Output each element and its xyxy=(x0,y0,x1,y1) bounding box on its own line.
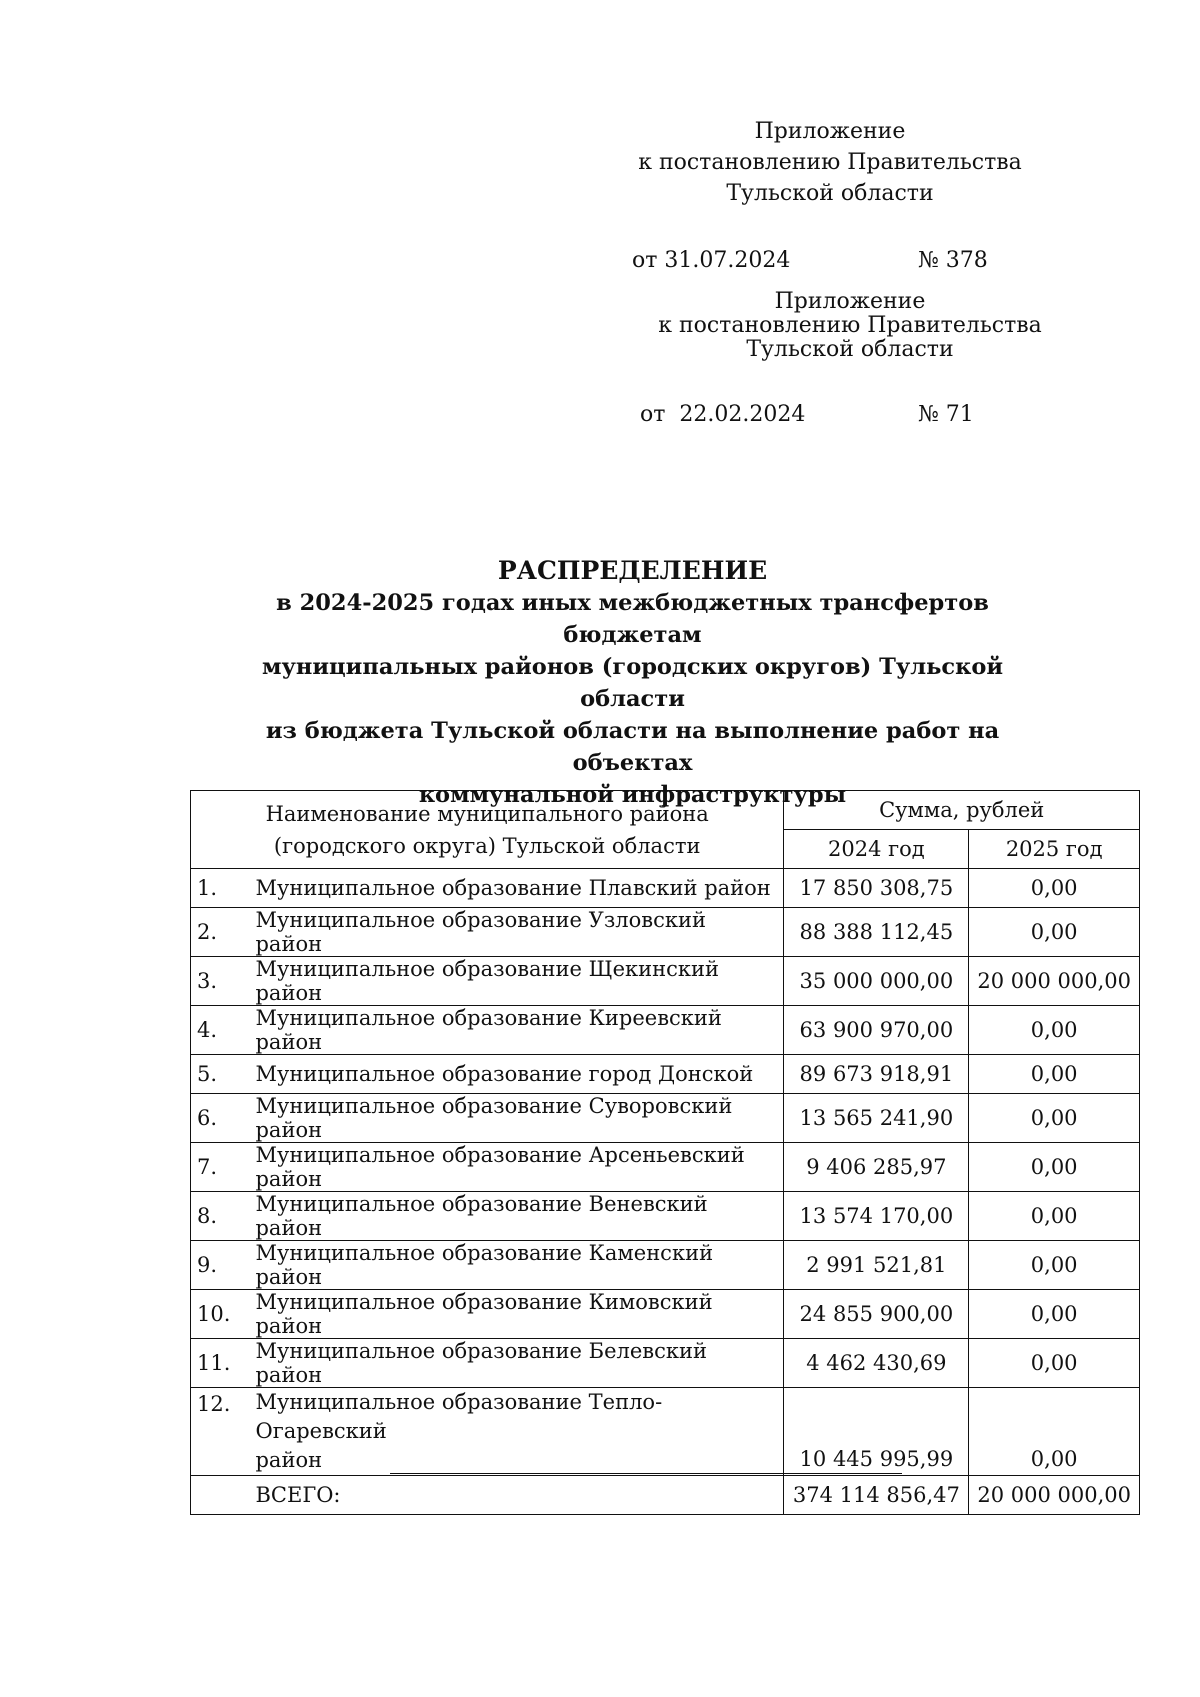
row-number: 7. xyxy=(191,1143,250,1192)
distribution-table xyxy=(190,790,1140,1515)
appendix-number: № 71 xyxy=(918,402,974,427)
table-row xyxy=(191,869,1140,908)
row-number: 5. xyxy=(191,1055,250,1094)
appendix-region: Тульской области xyxy=(746,337,954,362)
header-sum: Сумма, рублей xyxy=(784,791,1140,830)
total-row xyxy=(191,1476,1140,1515)
row-amount-2025: 0,00 xyxy=(969,908,1140,957)
row-amount-2024: 17 850 308,75 xyxy=(784,869,969,908)
title-main: РАСПРЕДЕЛЕНИЕ xyxy=(497,556,768,585)
appendix-label: Приложение xyxy=(754,119,906,144)
row-amount-2025: 0,00 xyxy=(969,1241,1140,1290)
total-amount-2024: 374 114 856,47 xyxy=(784,1476,969,1515)
row-amount-2024: 89 673 918,91 xyxy=(784,1055,969,1094)
table-row xyxy=(191,1388,1140,1476)
row-municipality: Муниципальное образование Киреевский район xyxy=(249,1006,783,1055)
row-amount-2025: 0,00 xyxy=(969,1055,1140,1094)
header-municipality: Наименование муниципального района (городского округа) Тульской области xyxy=(191,791,784,869)
row-municipality: Муниципальное образование Арсеньевский район xyxy=(249,1143,783,1192)
row-amount-2024: 13 574 170,00 xyxy=(784,1192,969,1241)
row-number: 9. xyxy=(191,1241,250,1290)
total-amount-2025: 20 000 000,00 xyxy=(969,1476,1140,1515)
row-amount-2025: 0,00 xyxy=(969,1094,1140,1143)
table-row xyxy=(191,1055,1140,1094)
table-row xyxy=(191,908,1140,957)
appendix-header-previous xyxy=(620,290,1080,362)
row-number: 10. xyxy=(191,1290,250,1339)
row-amount-2024: 24 855 900,00 xyxy=(784,1290,969,1339)
row-amount-2025: 0,00 xyxy=(969,1192,1140,1241)
row-municipality: Муниципальное образование Суворовский район xyxy=(249,1094,783,1143)
title-line: из бюджета Тульской области на выполнение работ на объектах xyxy=(265,718,1000,776)
table-row xyxy=(191,1192,1140,1241)
appendix-number: № 378 xyxy=(918,248,988,273)
row-number: 8. xyxy=(191,1192,250,1241)
appendix-date: от 31.07.2024 xyxy=(632,248,791,273)
row-municipality: Муниципальное образование Узловский район xyxy=(249,908,783,957)
table-row xyxy=(191,1143,1140,1192)
table-row xyxy=(191,1006,1140,1055)
appendix-resolution: к постановлению Правительства xyxy=(638,150,1022,175)
row-amount-2024: 9 406 285,97 xyxy=(784,1143,969,1192)
row-amount-2025: 0,00 xyxy=(969,1339,1140,1388)
row-municipality: Муниципальное образование город Донской xyxy=(249,1055,783,1094)
title-line: муниципальных районов (городских округов) Тульской области xyxy=(261,654,1004,712)
header-2024: 2024 год xyxy=(784,830,969,869)
table-row xyxy=(191,1290,1140,1339)
appendix-header-current xyxy=(600,116,1060,209)
row-amount-2024: 35 000 000,00 xyxy=(784,957,969,1006)
table-row xyxy=(191,957,1140,1006)
row-municipality: Муниципальное образование Щекинский район xyxy=(249,957,783,1006)
header-2025: 2025 год xyxy=(969,830,1140,869)
row-number: 2. xyxy=(191,908,250,957)
row-amount-2024: 88 388 112,45 xyxy=(784,908,969,957)
row-municipality: Муниципальное образование Плавский район xyxy=(249,869,783,908)
row-amount-2024: 63 900 970,00 xyxy=(784,1006,969,1055)
row-amount-2024: 10 445 995,99 xyxy=(784,1388,969,1476)
document-title xyxy=(215,555,1050,811)
row-amount-2025: 0,00 xyxy=(969,869,1140,908)
row-municipality: Муниципальное образование Веневский район xyxy=(249,1192,783,1241)
row-number: 3. xyxy=(191,957,250,1006)
closing-divider xyxy=(390,1473,902,1474)
title-line: в 2024-2025 годах иных межбюджетных трансфертов бюджетам xyxy=(276,590,989,648)
row-municipality: Муниципальное образование Белевский район xyxy=(249,1339,783,1388)
row-number: 6. xyxy=(191,1094,250,1143)
row-number: 1. xyxy=(191,869,250,908)
row-municipality: Муниципальное образование Каменский район xyxy=(249,1241,783,1290)
row-number: 4. xyxy=(191,1006,250,1055)
table-row xyxy=(191,1241,1140,1290)
appendix-label: Приложение xyxy=(774,289,926,314)
row-amount-2024: 4 462 430,69 xyxy=(784,1339,969,1388)
table-row xyxy=(191,1094,1140,1143)
row-amount-2025: 0,00 xyxy=(969,1143,1140,1192)
appendix-date: от 22.02.2024 xyxy=(640,402,806,427)
row-amount-2025: 0,00 xyxy=(969,1006,1140,1055)
row-amount-2025: 20 000 000,00 xyxy=(969,957,1140,1006)
row-municipality: Муниципальное образование Кимовский район xyxy=(249,1290,783,1339)
row-amount-2024: 13 565 241,90 xyxy=(784,1094,969,1143)
row-municipality: Муниципальное образование Тепло-Огаревский район xyxy=(249,1388,783,1476)
total-label: ВСЕГО: xyxy=(249,1476,783,1515)
appendix-resolution: к постановлению Правительства xyxy=(658,313,1042,338)
title-line: коммунальной инфраструктуры xyxy=(418,782,847,808)
row-amount-2025: 0,00 xyxy=(969,1290,1140,1339)
appendix-region: Тульской области xyxy=(726,181,934,206)
row-number: 11. xyxy=(191,1339,250,1388)
row-amount-2025: 0,00 xyxy=(969,1388,1140,1476)
table-row xyxy=(191,1339,1140,1388)
row-number: 12. xyxy=(191,1388,250,1476)
row-amount-2024: 2 991 521,81 xyxy=(784,1241,969,1290)
